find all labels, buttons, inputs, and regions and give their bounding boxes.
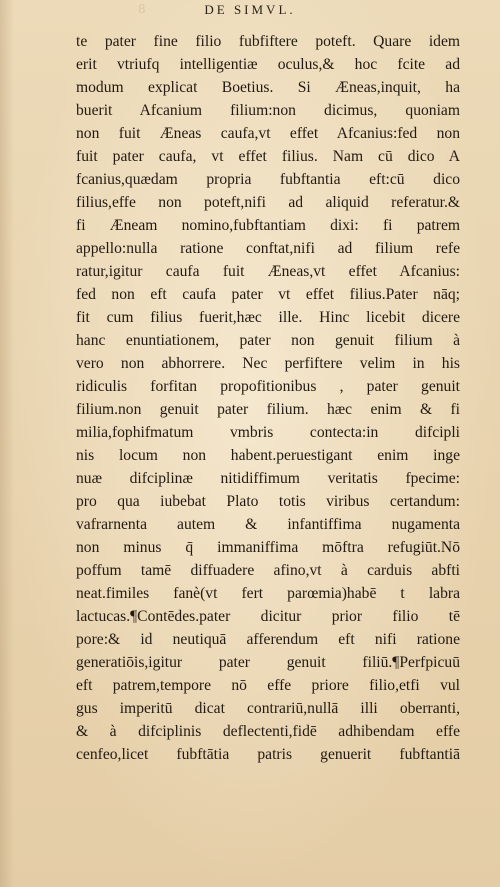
text-line: nis locum non habent.peruestigant enim inge: [76, 447, 460, 464]
text-line: non minus q̄ immaniffima mōftra refugiūt.Nō: [76, 539, 460, 556]
text-line: generatiōis,igitur pater genuit filiū.¶Perfpicuū: [76, 654, 460, 671]
text-line: fcanius,quædam propria fubftantia eft:cū dico: [76, 171, 460, 188]
text-line: poffum tamē diffuadere afino,vt à carduis abfti: [76, 562, 460, 579]
text-line: modum explicat Boetius. Si Æneas,inquit, ha: [76, 79, 460, 96]
gutter-shadow: [0, 0, 14, 887]
text-line: pore:& id neutiquā afferendum eft nifi ratione: [76, 631, 460, 648]
text-line: fi Æneam nomino,fubftantiam dixi: fi patrem: [76, 217, 460, 234]
text-line: ridiculis forfitan propofitionibus , pater genuit: [76, 378, 460, 395]
text-line: ratur,igitur caufa fuit Æneas,vt effet Afcanius:: [76, 263, 460, 280]
text-line: erit vtriufq intelligentiæ oculus,& hoc fcite ad: [76, 56, 460, 73]
text-line: pro qua iubebat Plato totis viribus certandum:: [76, 493, 460, 510]
text-line: hanc enuntiationem, pater non genuit filium à: [76, 332, 460, 349]
text-line: milia,fophifmatum vmbris contecta:in difcipli: [76, 424, 460, 441]
text-line: te pater fine filio fubfiftere poteft. Quare idem: [76, 33, 460, 50]
text-line: buerit Afcanium filium:non dicimus, quoniam: [76, 102, 460, 119]
text-line: filium.non genuit pater filium. hæc enim & fi: [76, 401, 460, 418]
text-line: & à difciplinis deflectenti,fidē adhibendam effe: [76, 723, 460, 740]
text-line: eft patrem,tempore nō effe priore filio,etfi vul: [76, 677, 460, 694]
text-line: filius,effe non poteft,nifi ad aliquid referatur.&: [76, 194, 460, 211]
body-text: [76, 30, 460, 766]
text-line: gus imperitū dicat contrariū,nullā illi oberranti,: [76, 700, 460, 717]
text-line: fuit pater caufa, vt effet filius. Nam cū dico A: [76, 148, 460, 165]
text-line: fed non eft caufa pater vt effet filius.Pater nāq;: [76, 286, 460, 303]
text-line: vafrarnenta autem & infantiffima nugamenta: [76, 516, 460, 533]
text-line: fit cum filius fuerit,hæc ille. Hinc licebit dicere: [76, 309, 460, 326]
running-head: DE SIMVL.: [204, 2, 296, 17]
text-line: cenfeo,licet fubftātia patris genuerit fubftantiā: [76, 746, 460, 763]
text-line: non fuit Æneas caufa,vt effet Afcanius:fed non: [76, 125, 460, 142]
text-line: vero non abhorrere. Nec perfiftere velim in his: [76, 355, 460, 372]
text-line: neat.fimiles fanè(vt fert parœmia)habē t labra: [76, 585, 460, 602]
text-line: lactucas.¶Contēdes.pater dicitur prior filio tē: [76, 608, 460, 625]
text-line: appello:nulla ratione conftat,nifi ad filium refe: [76, 240, 460, 257]
text-line: nuæ difciplinæ nitidiffimum veritatis fpecime:: [76, 470, 460, 487]
page-number: 8: [138, 2, 146, 16]
